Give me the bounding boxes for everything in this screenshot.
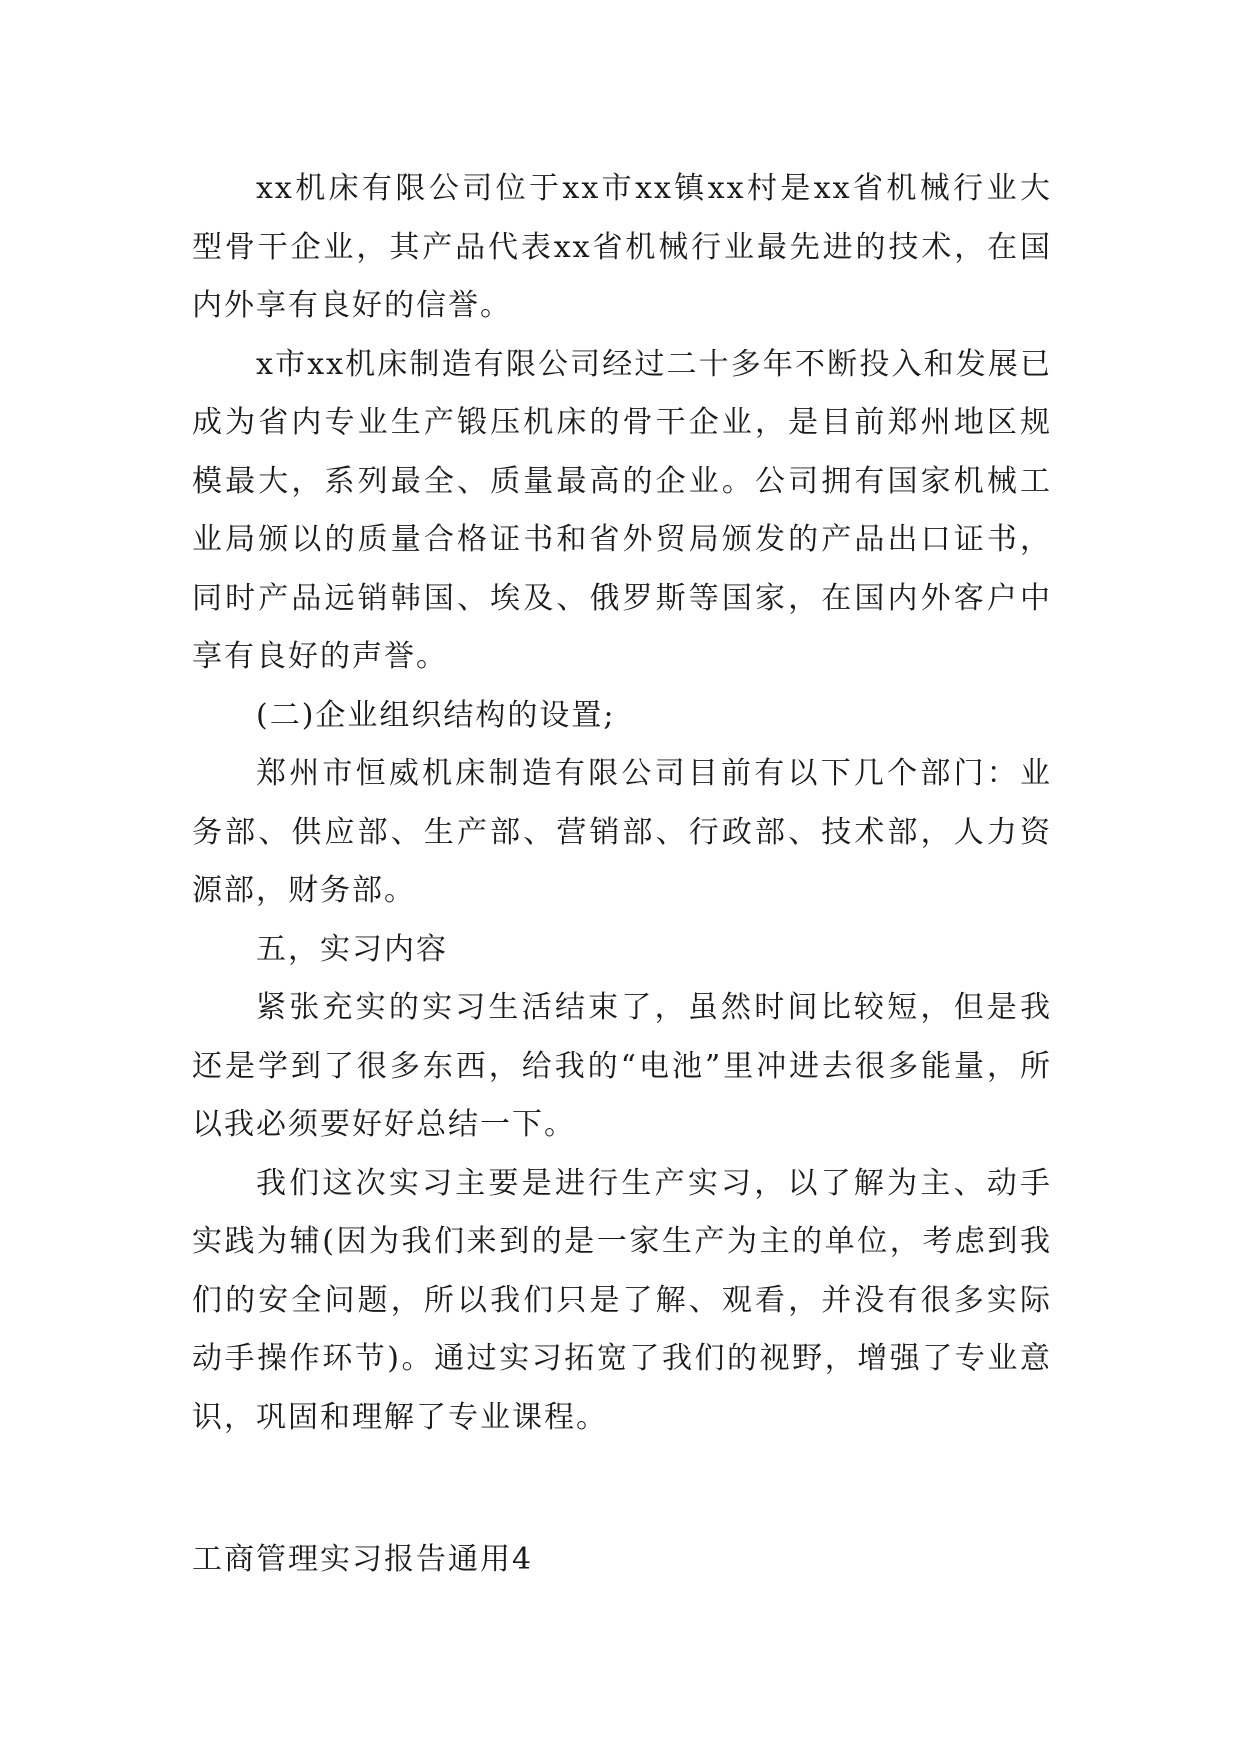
paragraph-company-history: x市xx机床制造有限公司经过二十多年不断投入和发展已成为省内专业生产锻压机床的骨干企业，是目前郑州地区规模最大，系列最全、质量最高的企业。公司拥有国家机械工业局颁以的质量合格证书和省外贸局颁发的产品出口证书，同时产品远销韩国、埃及、俄罗斯等国家，在国内外客户中享有良好的声誉。 [192,346,1052,674]
section-heading-org-structure: (二)企业组织结构的设置; [256,697,616,733]
next-report-title: 工商管理实习报告通用4 [192,1542,534,1577]
paragraph-internship-details: 我们这次实习主要是进行生产实习，以了解为主、动手实践为辅(因为我们来到的是一家生产为主的单位，考虑到我们的安全问题，所以我们只是了解、观看，并没有很多实际动手操作环节)。通过实习拓宽了我们的视野，增强了专业意识，巩固和理解了专业课程。 [192,1165,1052,1435]
paragraph-internship-summary: 紧张充实的实习生活结束了，虽然时间比较短，但是我还是学到了很多东西，给我的“电池”里冲进去很多能量，所以我必须要好好总结一下。 [192,990,1052,1142]
section-heading-internship-content: 五，实习内容 [256,931,448,967]
document-page [192,160,1052,1590]
paragraph-company-intro: xx机床有限公司位于xx市xx镇xx村是xx省机械行业大型骨干企业，其产品代表xx省机械行业最先进的技术，在国内外享有良好的信誉。 [192,171,1052,323]
paragraph-departments: 郑州市恒威机床制造有限公司目前有以下几个部门：业务部、供应部、生产部、营销部、行政部、技术部，人力资源部，财务部。 [192,756,1052,908]
